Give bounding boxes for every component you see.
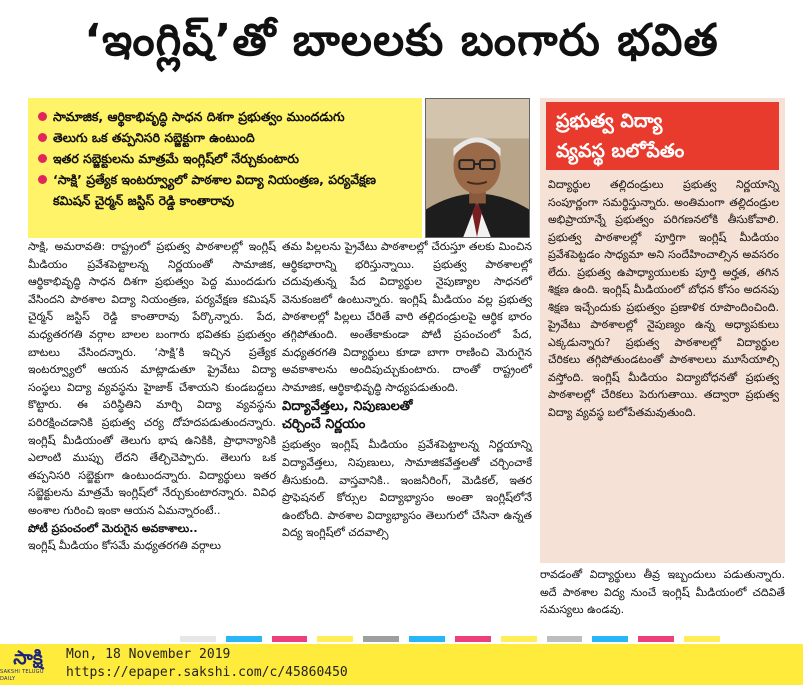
article-column-3-tail: రావడంతో విద్యార్థులు తీవ్ర ఇబ్బందులు పడుతున్నారు. అదే పాఠశాల విద్య నుంచే ఇంగ్లిష్ మీడియంలో చదివితే సమస్యలు ఉండవు.: [540, 568, 785, 616]
headline: ‘ఇంగ్లిష్’తో బాలలకు బంగారు భవిత: [84, 15, 719, 66]
highlight-item: ఇతర సబ్జెక్టులను మాత్రమే ఇంగ్లిష్‌లో నేర్చుకుంటారు: [38, 148, 414, 169]
article-column-1: [28, 238, 276, 555]
publication-date: Mon, 18 November 2019: [66, 647, 231, 662]
sidebar-title-line: ప్రభుత్వ విద్యా: [556, 110, 663, 132]
print-color-bar: [180, 636, 720, 642]
highlights-box: [28, 98, 422, 238]
article-paragraph: ప్రభుత్వం ఇంగ్లిష్ మీడియం ప్రవేశపెట్టాలన్న నిర్ణయాన్ని విద్యావేత్తలు, నిపుణులు, సామాజికవేత్తలతో చర్చించాకే తీసుకుంది. వాస్తవానికి.. ఇంజనీరింగ్, మెడికల్, ఇతర ప్రొఫెషనల్ కోర్సుల విద్యాభ్యాసం అంతా ఇంగ్లిష్‌లోనే ఉంటోంది. పాఠశాల విద్యాభ్యాసం తెలుగులో చేసినా ఉన్నత విద్య ఇంగ్లిష్‌లో చదవాల్సి: [282, 438, 532, 540]
sakshi-logo: [0, 644, 56, 685]
portrait-photo: [425, 98, 530, 238]
article-column-2: [282, 238, 532, 542]
article-subhead: పోటీ ప్రపంచంలో మెరుగైన అవకాశాలు..: [28, 521, 198, 535]
sidebar-title-line: వ్యవస్థ బలోపేతం: [556, 140, 685, 162]
logo-subtitle: SAKSHI TELUGU DAILY: [0, 668, 44, 682]
highlight-item: సామాజిక, ఆర్థికాభివృద్ధి సాధన దిశగా ప్రభుత్వం ముందడుగు: [38, 106, 414, 127]
epaper-link[interactable]: https://epaper.sakshi.com/c/45860450: [66, 665, 348, 680]
footer-bar: [0, 644, 803, 685]
article-paragraph: ఇంగ్లిష్ మీడియం కోసమే మధ్యతరగతి వర్గాలు: [28, 539, 221, 553]
sidebar-body: విద్యార్థుల తల్లిదండ్రులు ప్రభుత్వ నిర్ణయాన్ని సంపూర్ణంగా సమర్థిస్తున్నారు. అంతిమంగా తల్లిదండ్రుల అభిప్రాయాన్నే ప్రభుత్వం పరిగణనలోకి తీసుకోవాలి. ప్రభుత్వ పాఠశాలల్లో పూర్తిగా ఇంగ్లిష్ మీడియం ప్రవేశపెట్టడం సాధ్యమా అని సందేహించాల్సిన అవసరం లేదు. ప్రభుత్వ ఉపాధ్యాయులకు పూర్తి అర్హత, తగిన శిక్షణ ఉంది. ఇంగ్లిష్ మీడియంలో బోధన కోసం అదనపు శిక్షణ ఇచ్చేందుకు ప్రభుత్వం ప్రణాళిక రూపొందించింది. ప్రైవేటు పాఠశాలల్లో నైపుణ్యం ఉన్న అధ్యాపకులు ఎక్కడున్నారు? ప్రభుత్వ పాఠశాలల్లో విద్యార్థుల చేరికలు తగ్గిపోతుండటంతో పాఠశాలలు మూసేయాల్సి వస్తోంది. ఇంగ్లిష్ మీడియం విద్యాబోధనతో ప్రభుత్వ పాఠశాలల్లో చేరికలు పెరుగుతాయి. తద్వారా ప్రభుత్వ విద్యా వ్యవస్థ బలోపేతమవుతుంది.: [548, 178, 779, 419]
highlight-item: తెలుగు ఒక తప్పనిసరి సబ్జెక్టుగా ఉంటుంది: [38, 127, 414, 148]
highlight-item: ‘సాక్షి’ ప్రత్యేక ఇంటర్వ్యూలో పాఠశాల విద్యా నియంత్రణ, పర్యవేక్షణ కమిషన్ చైర్మన్ జస్టిస్ రెడ్డి కాంతారావు: [38, 169, 414, 211]
subhead-line: విద్యావేత్తలు, నిపుణులతో: [282, 399, 413, 415]
article-subhead: [282, 398, 532, 434]
subhead-line: చర్చించే నిర్ణయం: [282, 417, 366, 433]
sidebar-title: [546, 102, 779, 170]
sidebar-box: [540, 98, 785, 563]
footer-info: [66, 646, 348, 682]
logo-mark: సాక్షి: [13, 646, 43, 669]
article-paragraph: సాక్షి, అమరావతి: రాష్ట్రంలో ప్రభుత్వ పాఠశాలల్లో ఇంగ్లిష్ మీడియం ప్రవేశపెట్టాలన్న నిర్ణయంతో సామాజిక, ఆర్థికాభివృద్ధి సాధన దిశగా ప్రభుత్వం పెద్ద ముందడుగు వేసిందని పాఠశాల విద్యా నియంత్రణ, పర్యవేక్షణ కమిషన్ చైర్మన్ జస్టిస్ రెడ్డి కాంతారావు పేర్కొన్నారు. పేద, మధ్యతరగతి వర్గాల బాలల బంగారు భవితకు ప్రభుత్వం బాటలు వేసిందన్నారు. ‘సాక్షి’కి ఇచ్చిన ప్రత్యేక ఇంటర్వ్యూలో ఆయన మాట్లాడుతూ ప్రైవేటు విద్యా సంస్థలు విద్యా వ్యవస్థను హైజాక్ చేశాయని కుండబద్దలు కొట్టారు. ఈ పరిస్థితిని మార్చి విద్యా వ్యవస్థను పరిరక్షించడానికి ప్రభుత్వ చర్య దోహదపడుతుందన్నారు. ఇంగ్లిష్ మీడియంతో తెలుగు భాష ఉనికికి, ప్రాధాన్యానికి ఎలాంటి ముప్పు లేదని తేల్చిచెప్పారు. తెలుగు ఒక తప్పనిసరి సబ్జెక్టుగా ఉంటుందన్నారు. విద్యార్థులు ఇతర సబ్జెక్టులను మాత్రమే ఇంగ్లిష్‌లో నేర్చుకుంటారన్నారు. వివిధ అంశాల గురించి ఇంకా ఆయన ఏమన్నారంటే..: [28, 240, 276, 517]
article-paragraph: తమ పిల్లలను ప్రైవేటు పాఠశాలల్లో చేరుస్తూ తలకు మించిన ఆర్థికభారాన్ని భరిస్తున్నాయి. ప్రభుత్వ పాఠశాలల్లో చదువుతున్న పేద విద్యార్థుల నైపుణ్యాల సాధనలో వెనుకంజలో ఉంటున్నారు. ఇంగ్లిష్ మీడియం వల్ల ప్రభుత్వ పాఠశాలల్లో పిల్లలు చేరితే వారి తల్లిదండ్రులపై ఆర్థిక భారం తగ్గిపోతుంది. అంతేకాకుండా పోటీ ప్రపంచంలో పేద, మధ్యతరగతి విద్యార్థులు కూడా బాగా రాణించి మెరుగైన అవకాశాలను అందిపుచ్చుకుంటారు. దాంతో రాష్ట్రంలో సామాజిక, ఆర్థికాభివృద్ధి సాధ్యపడుతుంది.: [282, 240, 532, 394]
